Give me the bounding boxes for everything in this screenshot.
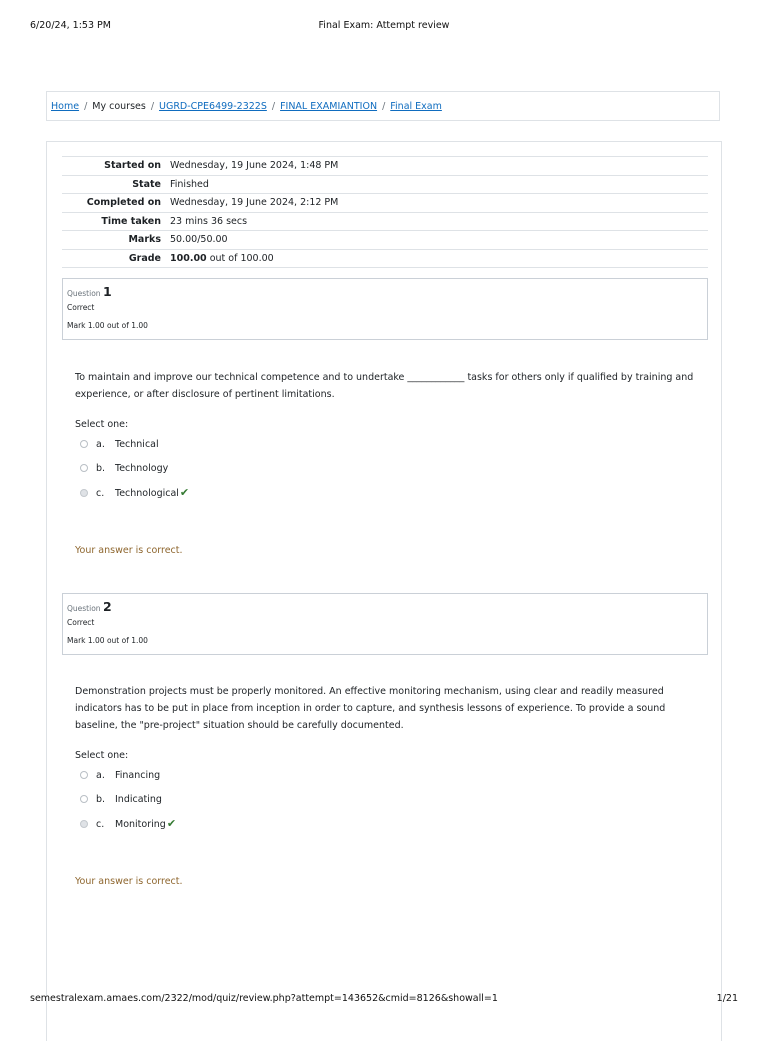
summary-label: Time taken <box>62 212 169 231</box>
answer-option-1c[interactable] <box>80 486 189 500</box>
option-letter: c. <box>96 488 105 499</box>
option-letter: b. <box>96 794 106 805</box>
answer-option-2b[interactable] <box>80 793 162 807</box>
summary-row <box>62 157 708 176</box>
question-state: Correct <box>67 618 95 627</box>
radio-checked-icon[interactable] <box>80 820 88 828</box>
question-grade: Mark 1.00 out of 1.00 <box>67 636 148 645</box>
print-page-title: Final Exam: Attempt review <box>318 20 450 31</box>
radio-icon[interactable] <box>80 440 88 448</box>
grade-score: 100.00 <box>170 252 207 264</box>
print-header <box>0 20 768 34</box>
breadcrumb-separator: / <box>150 101 155 112</box>
option-letter: a. <box>96 439 105 450</box>
answer-option-2c[interactable] <box>80 817 176 831</box>
question-text-2: Demonstration projects must be properly monitored. An effective monitoring mechanism, using clear and readily measured indicators has to be put in place from inception in order to capture, and synthesis lessons of experience. To provide a sound baseline, the "pre-project" situation should be carefully documented. <box>75 686 666 731</box>
print-datetime: 6/20/24, 1:53 PM <box>30 20 111 31</box>
option-letter: c. <box>96 819 105 830</box>
breadcrumb-my-courses: My courses <box>92 101 146 112</box>
question-text-1: To maintain and improve our technical competence and to undertake ____________ tasks for others only if qualified by training and experience, or after disclosure of pertinent limitations. <box>75 372 694 400</box>
summary-row <box>62 249 708 268</box>
question-label: Question <box>67 289 101 298</box>
breadcrumb-home-link[interactable]: Home <box>51 101 80 112</box>
summary-value <box>169 249 708 268</box>
summary-label: Grade <box>62 249 169 268</box>
radio-checked-icon[interactable] <box>80 489 88 497</box>
summary-value: 23 mins 36 secs <box>169 212 708 231</box>
answer-option-2a[interactable] <box>80 769 160 783</box>
summary-row <box>62 194 708 213</box>
option-text: Technical <box>115 439 159 450</box>
main-region <box>46 141 722 1041</box>
option-letter: a. <box>96 770 105 781</box>
question-label: Question <box>67 604 101 613</box>
question-grade: Mark 1.00 out of 1.00 <box>67 321 148 330</box>
answer-option-1a[interactable] <box>80 438 159 452</box>
check-icon: ✔ <box>166 817 177 830</box>
question-state: Correct <box>67 303 95 312</box>
radio-icon[interactable] <box>80 795 88 803</box>
question-number <box>67 599 707 614</box>
summary-label: Started on <box>62 157 169 176</box>
breadcrumb-separator: / <box>271 101 276 112</box>
answer-feedback-2: Your answer is correct. <box>75 876 183 887</box>
print-url: semestralexam.amaes.com/2322/mod/quiz/review.php?attempt=143652&cmid=8126&showall=1 <box>30 993 498 1004</box>
check-icon: ✔ <box>179 486 190 499</box>
summary-value: Wednesday, 19 June 2024, 1:48 PM <box>169 157 708 176</box>
summary-row <box>62 212 708 231</box>
breadcrumb <box>46 91 720 121</box>
print-page-number: 1/21 <box>716 993 738 1004</box>
option-text: Technological <box>115 488 179 499</box>
breadcrumb-quiz-link[interactable]: Final Exam <box>390 101 442 112</box>
answer-option-1b[interactable] <box>80 462 168 476</box>
summary-value: Wednesday, 19 June 2024, 2:12 PM <box>169 194 708 213</box>
question-info-1 <box>62 278 708 340</box>
question-info-2 <box>62 593 708 655</box>
option-text: Financing <box>115 770 161 781</box>
question-number-value: 1 <box>102 284 112 299</box>
radio-icon[interactable] <box>80 771 88 779</box>
select-one-prompt: Select one: <box>75 750 129 761</box>
option-letter: b. <box>96 463 106 474</box>
option-text: Indicating <box>115 794 162 805</box>
breadcrumb-section-link[interactable]: FINAL EXAMIANTION <box>280 101 378 112</box>
question-number-value: 2 <box>102 599 112 614</box>
summary-label: Completed on <box>62 194 169 213</box>
grade-total: out of 100.00 <box>206 252 274 264</box>
option-text: Monitoring <box>115 819 166 830</box>
summary-value: Finished <box>169 175 708 194</box>
select-one-prompt: Select one: <box>75 419 129 430</box>
option-text: Technology <box>115 463 169 474</box>
breadcrumb-course-link[interactable]: UGRD-CPE6499-2322S <box>159 101 267 112</box>
question-number <box>67 284 707 299</box>
summary-label: State <box>62 175 169 194</box>
radio-icon[interactable] <box>80 464 88 472</box>
summary-value: 50.00/50.00 <box>169 231 708 250</box>
breadcrumb-separator: / <box>84 101 88 112</box>
summary-row <box>62 231 708 250</box>
answer-feedback-1: Your answer is correct. <box>75 545 183 556</box>
attempt-summary-table <box>62 156 708 268</box>
summary-label: Marks <box>62 231 169 250</box>
summary-row <box>62 175 708 194</box>
breadcrumb-separator: / <box>382 101 386 112</box>
